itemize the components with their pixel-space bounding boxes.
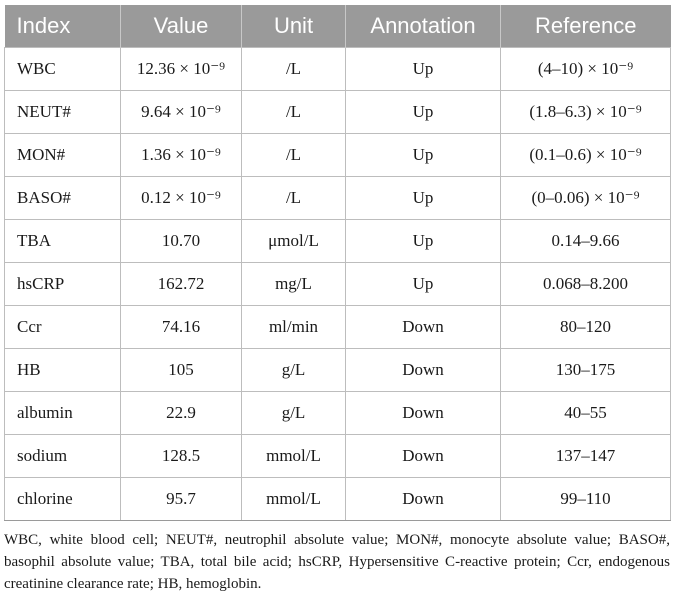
cell-annotation: Down — [346, 478, 501, 521]
cell-annotation: Up — [346, 220, 501, 263]
cell-value: 10.70 — [121, 220, 242, 263]
cell-value: 74.16 — [121, 306, 242, 349]
cell-unit: mmol/L — [242, 478, 346, 521]
header-reference: Reference — [501, 5, 671, 48]
cell-index: hsCRP — [5, 263, 121, 306]
cell-value: 1.36 × 10⁻⁹ — [121, 134, 242, 177]
cell-reference: (1.8–6.3) × 10⁻⁹ — [501, 91, 671, 134]
cell-index: albumin — [5, 392, 121, 435]
cell-index: NEUT# — [5, 91, 121, 134]
cell-unit: /L — [242, 91, 346, 134]
table-row — [5, 220, 671, 263]
cell-reference: 99–110 — [501, 478, 671, 521]
header-row — [5, 5, 671, 48]
cell-value: 162.72 — [121, 263, 242, 306]
table-row — [5, 134, 671, 177]
cell-annotation: Down — [346, 306, 501, 349]
table-header — [5, 5, 671, 48]
cell-reference: (0–0.06) × 10⁻⁹ — [501, 177, 671, 220]
cell-unit: mg/L — [242, 263, 346, 306]
table-row — [5, 306, 671, 349]
cell-value: 128.5 — [121, 435, 242, 478]
cell-reference: 130–175 — [501, 349, 671, 392]
cell-index: sodium — [5, 435, 121, 478]
table-row — [5, 478, 671, 521]
cell-unit: /L — [242, 134, 346, 177]
table-row — [5, 91, 671, 134]
cell-unit: mmol/L — [242, 435, 346, 478]
cell-index: Ccr — [5, 306, 121, 349]
cell-reference: 40–55 — [501, 392, 671, 435]
cell-annotation: Up — [346, 91, 501, 134]
cell-annotation: Up — [346, 134, 501, 177]
table-row — [5, 392, 671, 435]
cell-unit: g/L — [242, 392, 346, 435]
cell-annotation: Up — [346, 48, 501, 91]
cell-unit: /L — [242, 48, 346, 91]
cell-value: 105 — [121, 349, 242, 392]
table-row — [5, 349, 671, 392]
cell-value: 0.12 × 10⁻⁹ — [121, 177, 242, 220]
table-row — [5, 177, 671, 220]
table-footnote: WBC, white blood cell; NEUT#, neutrophil absolute value; MON#, monocyte absolute value; BASO#, basophil absolute value; TBA, total bile acid; hsCRP, Hypersensitive C-reactive protein; Ccr, endogenous creatinine clearance rate; HB, hemoglobin. — [4, 532, 670, 592]
lab-results-table — [4, 5, 671, 521]
cell-index: TBA — [5, 220, 121, 263]
cell-index: chlorine — [5, 478, 121, 521]
table-body — [5, 48, 671, 521]
cell-value: 12.36 × 10⁻⁹ — [121, 48, 242, 91]
cell-annotation: Down — [346, 349, 501, 392]
cell-value: 9.64 × 10⁻⁹ — [121, 91, 242, 134]
cell-unit: ml/min — [242, 306, 346, 349]
cell-reference: (4–10) × 10⁻⁹ — [501, 48, 671, 91]
cell-index: MON# — [5, 134, 121, 177]
cell-value: 95.7 — [121, 478, 242, 521]
cell-reference: 0.14–9.66 — [501, 220, 671, 263]
cell-value: 22.9 — [121, 392, 242, 435]
header-index: Index — [5, 5, 121, 48]
cell-unit: g/L — [242, 349, 346, 392]
cell-reference: 0.068–8.200 — [501, 263, 671, 306]
cell-annotation: Down — [346, 435, 501, 478]
cell-index: HB — [5, 349, 121, 392]
cell-reference: 137–147 — [501, 435, 671, 478]
cell-index: BASO# — [5, 177, 121, 220]
header-value: Value — [121, 5, 242, 48]
table-row — [5, 435, 671, 478]
table-row — [5, 263, 671, 306]
cell-unit: /L — [242, 177, 346, 220]
cell-reference: 80–120 — [501, 306, 671, 349]
table-container — [4, 5, 670, 610]
cell-annotation: Up — [346, 177, 501, 220]
header-unit: Unit — [242, 5, 346, 48]
cell-annotation: Up — [346, 263, 501, 306]
header-annotation: Annotation — [346, 5, 501, 48]
cell-unit: μmol/L — [242, 220, 346, 263]
table-row — [5, 48, 671, 91]
cell-annotation: Down — [346, 392, 501, 435]
cell-index: WBC — [5, 48, 121, 91]
cell-reference: (0.1–0.6) × 10⁻⁹ — [501, 134, 671, 177]
